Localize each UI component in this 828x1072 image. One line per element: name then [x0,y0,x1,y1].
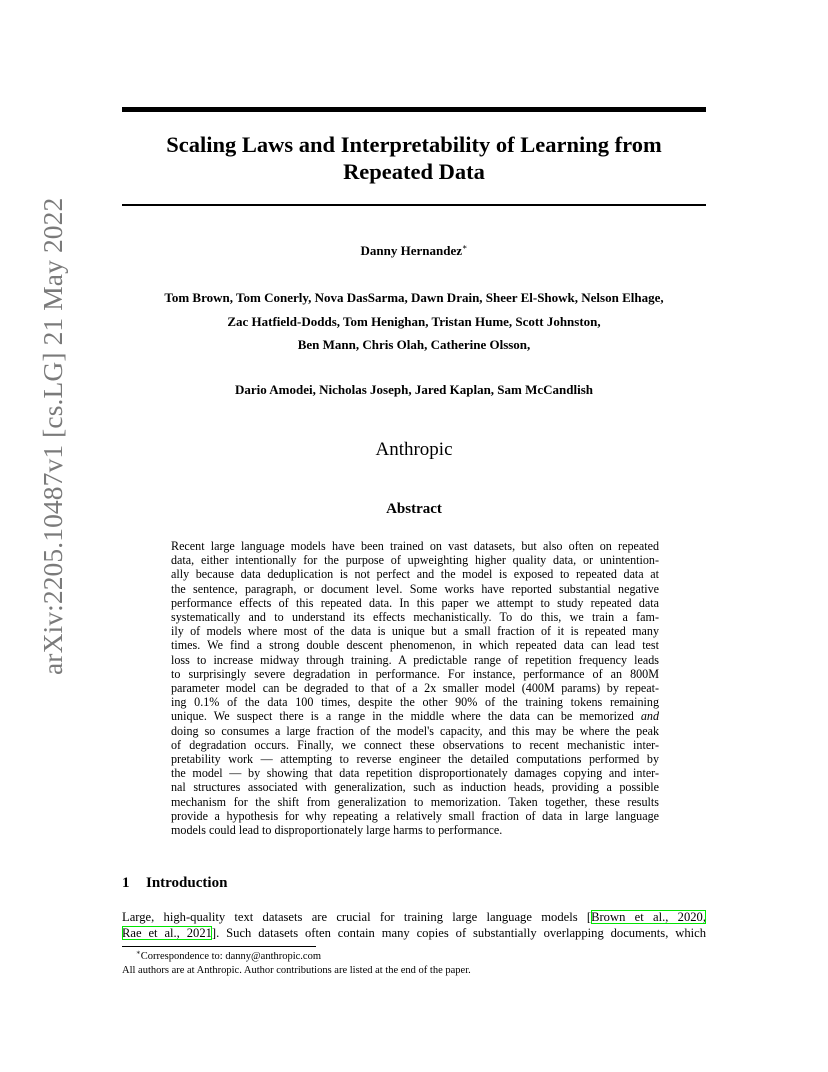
abstract-line: systematically and to understand its effects mechanistically. To do this, we train a fam- [171,610,659,625]
abstract-line: pretability work — attempting to reverse engineer the detailed computations performed by [171,752,659,767]
abstract-line: the model — by showing that data repetition disproportionately damages copying and inter- [171,766,659,781]
section-heading-introduction [122,874,227,892]
abstract-emphasis: and [640,709,659,724]
footnote-rule [122,946,316,947]
footnotes [122,950,471,978]
lead-author-footnote-mark: ∗ [462,242,468,252]
author-line-3: Ben Mann, Chris Olah, Catherine Olsson, [297,337,531,352]
abstract-line: of degradation occurs. Finally, we connect these observations to recent mechanistic inter- [171,737,659,752]
correspondence-text: Correspondence to: danny@anthropic.com [140,951,322,962]
paper-title [122,131,706,185]
intro-line-2 [122,925,706,941]
abstract-line: ily of models where most of the data is unique but a small fraction of it is repeated many [171,624,659,639]
abstract-line: times. We find a strong double descent phenomenon, in which repeated data can lead test [171,638,659,653]
abstract-line: to surprisingly severe degradation in performance. For instance, performance of an 800M [171,666,659,681]
abstract-line-with-emphasis [171,709,659,723]
abstract-line: ing 0.1% of the data 100 times, despite the other 90% of the training tokens remaining [171,695,659,710]
author-line-2: Zac Hatfield-Dodds, Tom Henighan, Tristan Hume, Scott Johnston, [227,314,601,329]
footnote-mark: ∗ [136,948,141,957]
abstract-line: ally because data deduplication is not perfect and the model is exposed to repeated data at [171,567,659,582]
abstract-line-text: unique. We suspect there is a range in the middle where the data can be memorized [171,709,634,724]
intro-paragraph [122,909,706,941]
title-line-1: Scaling Laws and Interpretability of Learning from [166,132,662,157]
abstract-line: nal structures associated with generalization, such as induction heads, providing a possible [171,780,659,795]
title-rule-top [122,107,706,112]
citation-link-brown-2020[interactable]: Brown et al., 2020, [591,910,706,924]
abstract-line: provide a hypothesis for why repeating a relatively small fraction of data in large language [171,808,659,823]
author-line-1: Tom Brown, Tom Conerly, Nova DasSarma, Dawn Drain, Sheer El-Showk, Nelson Elhage, [164,290,664,305]
abstract-line: Recent large language models have been trained on vast datasets, but also often on repeated [171,539,659,553]
title-line-2: Repeated Data [343,159,485,184]
section-title: Introduction [146,875,228,891]
abstract-line: the sentence, paragraph, or document level. Some works have reported substantial negative [171,581,659,596]
intro-text: ]. Such datasets often contain many copies of substantially overlapping documents, which [211,926,707,940]
abstract-line: performance effects of this repeated data. In this paper we attempt to study repeated data [171,595,659,610]
lead-author-name: Danny Hernandez [360,243,463,258]
author-line-4: Dario Amodei, Nicholas Joseph, Jared Kaplan, Sam McCandlish [234,382,594,397]
abstract-line: data, either intentionally for the purpose of upweighting higher quality data, or unintention- [171,553,659,568]
abstract-line: models could lead to disproportionately large harms to performance. [171,823,503,838]
section-number: 1 [122,875,130,891]
affiliation: Anthropic [375,439,453,460]
footnote-authors-note: All authors are at Anthropic. Author contributions are listed at the end of the paper. [122,965,471,976]
title-rule-bottom [122,204,706,206]
abstract-line: doing so consumes a large fraction of the model's capacity, and this may be where the peak [171,723,659,738]
lead-author [122,243,706,259]
abstract-line: parameter model can be degraded to that of a 2x smaller model (400M params) by repeat- [171,681,659,696]
abstract-line: loss to increase midway through training. A predictable range of repetition frequency leads [171,652,659,667]
citation-link-rae-2021[interactable]: Rae et al., 2021 [122,926,212,940]
abstract-line: mechanism for the shift from generalization to memorization. Taken together, these results [171,794,659,809]
abstract-body [171,539,659,837]
intro-line-1 [122,909,706,925]
abstract-heading: Abstract [386,501,442,517]
arxiv-identifier: arXiv:2205.10487v1 [cs.LG] 21 May 2022 [37,197,68,675]
footnote-correspondence [122,950,471,964]
intro-text: Large, high-quality text datasets are crucial for training large language models [ [122,910,592,924]
